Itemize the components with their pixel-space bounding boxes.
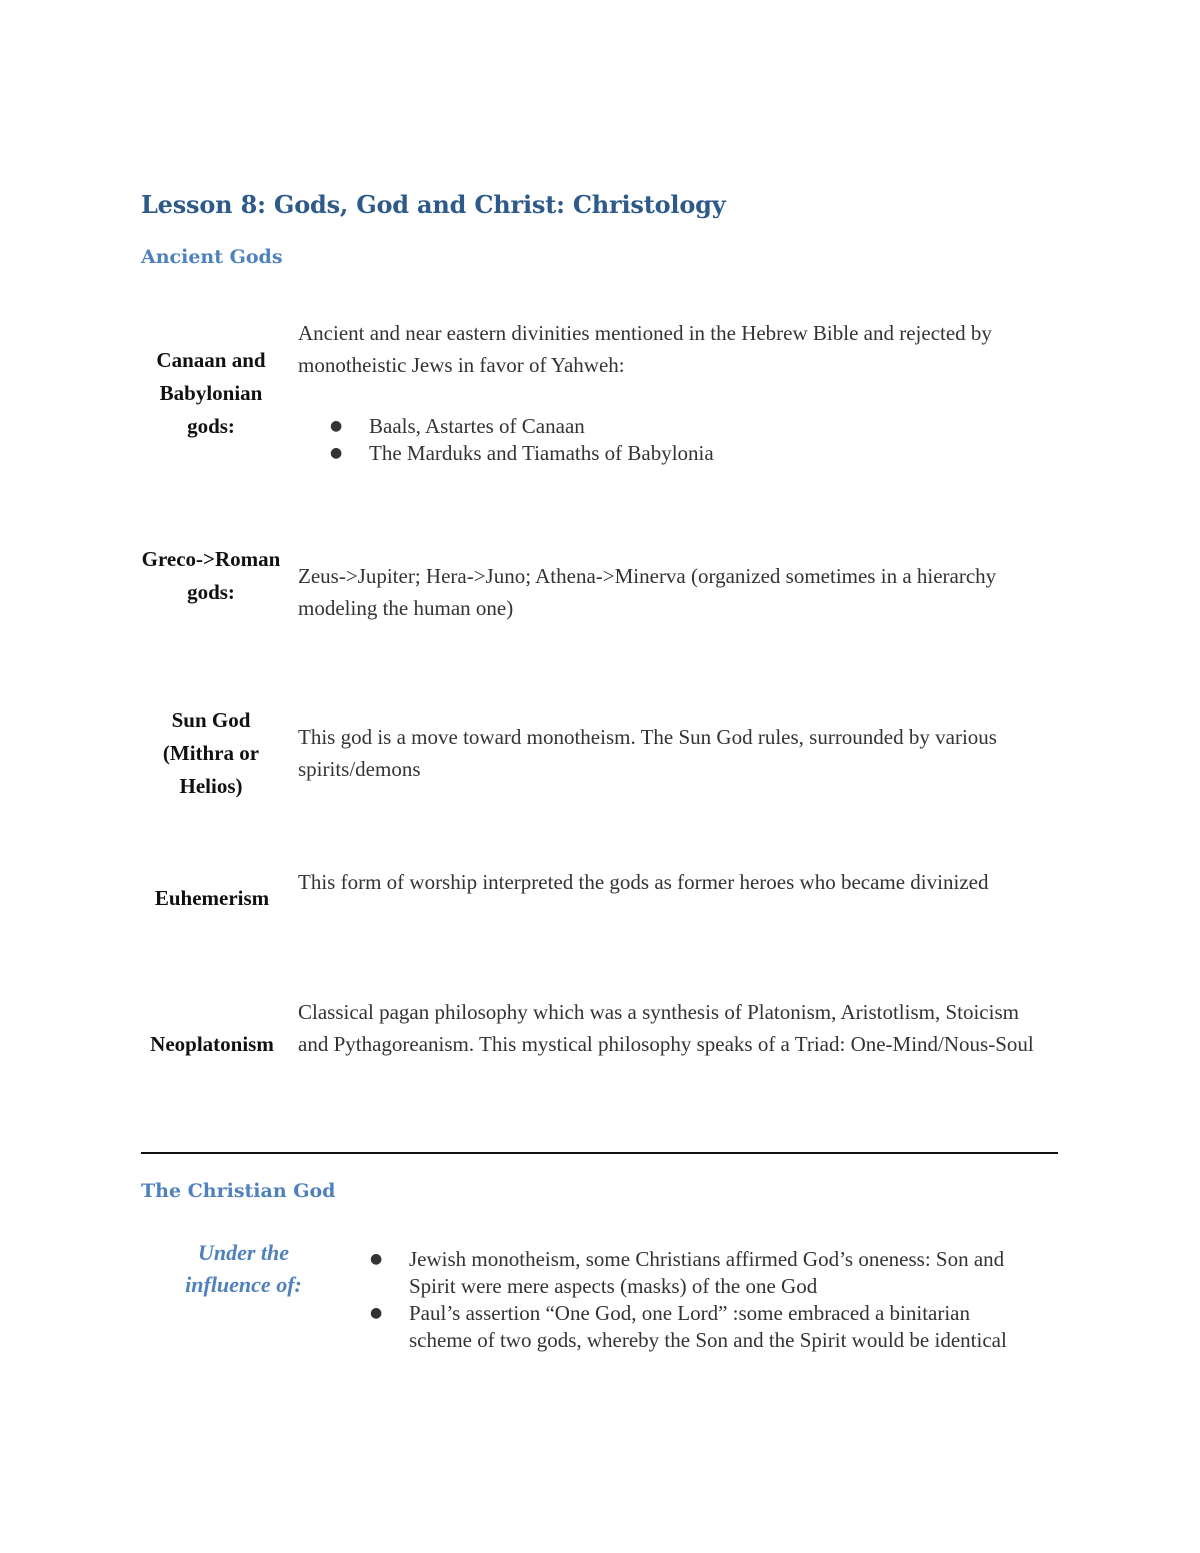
list-item: ● The Marduks and Tiamaths of Babylonia: [330, 441, 714, 465]
canaan-babylonian-bullet-list: [330, 413, 1030, 467]
term-neoplatonism: Neoplatonism: [150, 1032, 274, 1056]
term-sun-god: Sun God (Mithra or Helios): [162, 708, 260, 798]
influence-label: Under the influence of:: [185, 1240, 302, 1297]
list-item: ● Paul’s assertion “One God, one Lord” :some embraced a binitarian scheme of two gods, whereby the Son and the Spirit would be identical: [370, 1301, 1007, 1352]
bullet-icon: ●: [370, 1305, 383, 1321]
bullet-icon: ●: [370, 1251, 383, 1267]
bullet-icon: ●: [330, 445, 343, 461]
term-euhemerism: Euhemerism: [154, 886, 270, 910]
definition-greco-roman: Zeus->Jupiter; Hera->Juno; Athena->Minerva (organized sometimes in a hierarchy modeling the human one): [298, 564, 997, 620]
influence-bullet-list: [370, 1246, 1030, 1354]
definition-sun-god: This god is a move toward monotheism. The Sun God rules, surrounded by various spirits/demons: [298, 725, 997, 781]
section-divider: [141, 1152, 1058, 1154]
definition-euhemerism: This form of worship interpreted the gods as former heroes who became divinized: [298, 870, 989, 894]
list-item: ● Jewish monotheism, some Christians affirmed God’s oneness: Son and Spirit were mere aspects (masks) of the one God: [370, 1247, 1005, 1298]
section-heading-ancient-gods: Ancient Gods: [141, 246, 283, 268]
term-canaan-babylonian: Canaan and Babylonian gods:: [156, 348, 266, 438]
definition-neoplatonism: Classical pagan philosophy which was a synthesis of Platonism, Aristotlism, Stoicism and Pythagoreanism. This mystical philosophy speaks of a Triad: One-Mind/Nous-Soul: [298, 1000, 1034, 1056]
list-item: ● Baals, Astartes of Canaan: [330, 414, 585, 438]
page-title: Lesson 8: Gods, God and Christ: Christology: [141, 190, 726, 219]
term-greco-roman: Greco->Roman gods:: [141, 547, 281, 604]
section-heading-christian-god: The Christian God: [141, 1180, 336, 1202]
bullet-icon: ●: [330, 418, 343, 434]
definition-text: Ancient and near eastern divinities mentioned in the Hebrew Bible and rejected by monotheistic Jews in favor of Yahweh:: [298, 321, 992, 377]
definition-canaan-babylonian: [298, 317, 1038, 381]
